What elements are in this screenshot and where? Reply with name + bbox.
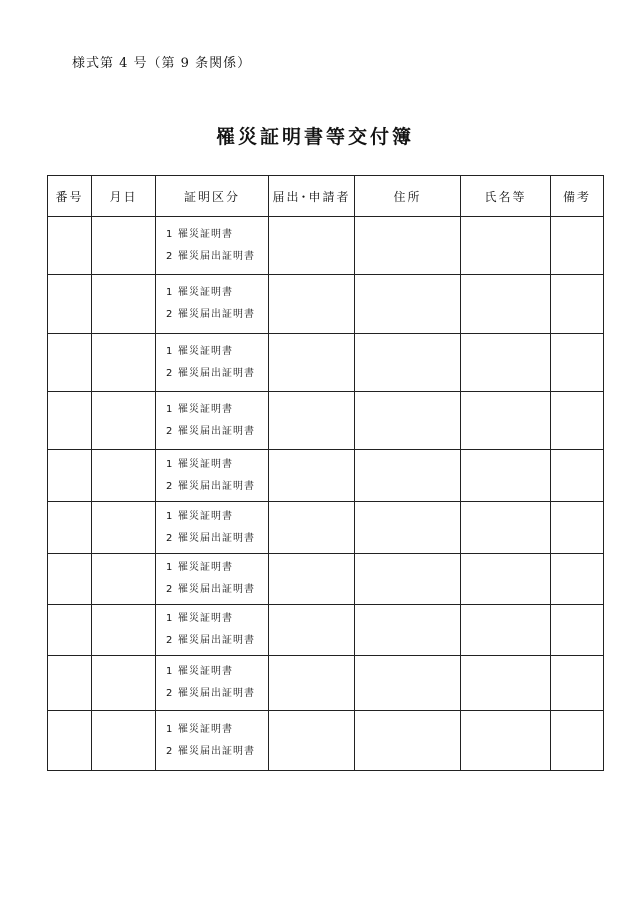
cell-certificate-type bbox=[156, 275, 269, 334]
cell-name[interactable] bbox=[461, 605, 551, 656]
cell-date[interactable] bbox=[92, 450, 156, 502]
cell-applicant[interactable] bbox=[269, 275, 355, 334]
cell-remarks[interactable] bbox=[551, 656, 604, 711]
option-number: 1 bbox=[166, 562, 174, 573]
cell-address[interactable] bbox=[355, 554, 461, 605]
cell-applicant[interactable] bbox=[269, 334, 355, 392]
cell-applicant[interactable] bbox=[269, 605, 355, 656]
option-label: 罹災証明書 bbox=[178, 403, 233, 415]
cell-number[interactable] bbox=[48, 217, 92, 275]
option-number: 1 bbox=[166, 613, 174, 624]
option-number: 1 bbox=[166, 666, 174, 677]
cell-remarks[interactable] bbox=[551, 711, 604, 771]
option-label: 罹災届出証明書 bbox=[178, 250, 255, 262]
option-number: 2 bbox=[166, 584, 174, 595]
cell-certificate-type bbox=[156, 554, 269, 605]
cell-certificate-type bbox=[156, 392, 269, 450]
cell-number[interactable] bbox=[48, 275, 92, 334]
cell-name[interactable] bbox=[461, 275, 551, 334]
certificate-option bbox=[166, 421, 268, 443]
option-label: 罹災証明書 bbox=[178, 345, 233, 357]
option-number: 2 bbox=[166, 480, 174, 492]
option-number: 1 bbox=[166, 287, 174, 298]
option-number: 2 bbox=[166, 367, 174, 379]
table-row bbox=[48, 392, 604, 450]
certificate-option bbox=[166, 608, 268, 630]
cell-name[interactable] bbox=[461, 554, 551, 605]
certificate-option bbox=[166, 661, 268, 683]
option-label: 罹災証明書 bbox=[178, 613, 233, 624]
option-label: 罹災届出証明書 bbox=[178, 309, 255, 320]
cell-date[interactable] bbox=[92, 334, 156, 392]
option-label: 罹災届出証明書 bbox=[178, 425, 255, 437]
cell-remarks[interactable] bbox=[551, 605, 604, 656]
option-label: 罹災証明書 bbox=[178, 228, 233, 240]
cell-name[interactable] bbox=[461, 656, 551, 711]
option-label: 罹災証明書 bbox=[178, 458, 233, 470]
cell-certificate-type bbox=[156, 450, 269, 502]
cell-number[interactable] bbox=[48, 605, 92, 656]
table-row bbox=[48, 502, 604, 554]
certificate-option bbox=[166, 363, 268, 385]
option-number: 2 bbox=[166, 745, 174, 757]
cell-remarks[interactable] bbox=[551, 217, 604, 275]
cell-certificate-type bbox=[156, 334, 269, 392]
cell-address[interactable] bbox=[355, 605, 461, 656]
option-label: 罹災届出証明書 bbox=[178, 635, 255, 646]
header-address: 住所 bbox=[355, 176, 461, 217]
cell-number[interactable] bbox=[48, 450, 92, 502]
option-label: 罹災届出証明書 bbox=[178, 745, 255, 757]
cell-certificate-type bbox=[156, 656, 269, 711]
cell-date[interactable] bbox=[92, 275, 156, 334]
cell-remarks[interactable] bbox=[551, 392, 604, 450]
option-label: 罹災証明書 bbox=[178, 723, 233, 735]
cell-number[interactable] bbox=[48, 656, 92, 711]
cell-remarks[interactable] bbox=[551, 502, 604, 554]
certificate-option bbox=[166, 579, 268, 601]
cell-address[interactable] bbox=[355, 656, 461, 711]
cell-number[interactable] bbox=[48, 392, 92, 450]
page-title: 罹災証明書等交付簿 bbox=[215, 126, 414, 148]
issuance-ledger-table bbox=[47, 175, 604, 771]
table-row bbox=[48, 554, 604, 605]
certificate-option bbox=[166, 741, 268, 763]
certificate-option bbox=[166, 476, 268, 498]
option-label: 罹災証明書 bbox=[178, 562, 233, 573]
cell-date[interactable] bbox=[92, 502, 156, 554]
certificate-option bbox=[166, 557, 268, 579]
cell-address[interactable] bbox=[355, 450, 461, 502]
cell-number[interactable] bbox=[48, 334, 92, 392]
option-number: 1 bbox=[166, 345, 174, 357]
certificate-option bbox=[166, 282, 268, 304]
certificate-option bbox=[166, 719, 268, 741]
option-number: 2 bbox=[166, 635, 174, 646]
header-row bbox=[48, 176, 604, 217]
header-remarks: 備考 bbox=[551, 176, 604, 217]
option-label: 罹災届出証明書 bbox=[178, 367, 255, 379]
cell-certificate-type bbox=[156, 711, 269, 771]
option-number: 2 bbox=[166, 250, 174, 262]
table-row bbox=[48, 656, 604, 711]
cell-name[interactable] bbox=[461, 217, 551, 275]
cell-name[interactable] bbox=[461, 392, 551, 450]
cell-date[interactable] bbox=[92, 605, 156, 656]
option-label: 罹災証明書 bbox=[178, 287, 233, 298]
cell-address[interactable] bbox=[355, 502, 461, 554]
certificate-option bbox=[166, 683, 268, 705]
option-number: 1 bbox=[166, 458, 174, 470]
cell-applicant[interactable] bbox=[269, 656, 355, 711]
cell-number[interactable] bbox=[48, 711, 92, 771]
cell-date[interactable] bbox=[92, 656, 156, 711]
cell-name[interactable] bbox=[461, 450, 551, 502]
cell-remarks[interactable] bbox=[551, 450, 604, 502]
certificate-option bbox=[166, 224, 268, 246]
option-number: 2 bbox=[166, 532, 174, 544]
cell-certificate-type bbox=[156, 502, 269, 554]
certificate-option bbox=[166, 399, 268, 421]
table-row bbox=[48, 605, 604, 656]
option-number: 1 bbox=[166, 403, 174, 415]
cell-address[interactable] bbox=[355, 711, 461, 771]
cell-number[interactable] bbox=[48, 554, 92, 605]
cell-remarks[interactable] bbox=[551, 275, 604, 334]
header-number: 番号 bbox=[48, 176, 92, 217]
cell-name[interactable] bbox=[461, 711, 551, 771]
cell-date[interactable] bbox=[92, 217, 156, 275]
ledger-body bbox=[48, 217, 604, 771]
option-label: 罹災届出証明書 bbox=[178, 584, 255, 595]
cell-applicant[interactable] bbox=[269, 554, 355, 605]
header-applicant: 届出･申請者 bbox=[269, 176, 355, 217]
cell-address[interactable] bbox=[355, 217, 461, 275]
cell-applicant[interactable] bbox=[269, 450, 355, 502]
certificate-option bbox=[166, 304, 268, 326]
cell-applicant[interactable] bbox=[269, 502, 355, 554]
cell-date[interactable] bbox=[92, 392, 156, 450]
cell-certificate-type bbox=[156, 217, 269, 275]
option-number: 2 bbox=[166, 688, 174, 699]
certificate-option bbox=[166, 630, 268, 652]
option-number: 1 bbox=[166, 723, 174, 735]
cell-name[interactable] bbox=[461, 334, 551, 392]
table-row bbox=[48, 275, 604, 334]
cell-remarks[interactable] bbox=[551, 554, 604, 605]
option-label: 罹災届出証明書 bbox=[178, 532, 255, 544]
option-label: 罹災届出証明書 bbox=[178, 480, 255, 492]
cell-address[interactable] bbox=[355, 275, 461, 334]
cell-name[interactable] bbox=[461, 502, 551, 554]
option-number: 2 bbox=[166, 309, 174, 320]
option-label: 罹災証明書 bbox=[178, 510, 233, 522]
cell-certificate-type bbox=[156, 605, 269, 656]
option-number: 1 bbox=[166, 228, 174, 240]
cell-number[interactable] bbox=[48, 502, 92, 554]
table-row bbox=[48, 711, 604, 771]
table-row bbox=[48, 217, 604, 275]
table-row bbox=[48, 450, 604, 502]
certificate-option bbox=[166, 506, 268, 528]
cell-applicant[interactable] bbox=[269, 711, 355, 771]
certificate-option bbox=[166, 528, 268, 550]
header-date: 月日 bbox=[92, 176, 156, 217]
cell-date[interactable] bbox=[92, 711, 156, 771]
form-number: 様式第 4 号（第 9 条関係） bbox=[72, 56, 252, 71]
option-number: 1 bbox=[166, 510, 174, 522]
certificate-option bbox=[166, 341, 268, 363]
header-name: 氏名等 bbox=[461, 176, 551, 217]
certificate-option bbox=[166, 454, 268, 476]
option-label: 罹災証明書 bbox=[178, 666, 233, 677]
cell-applicant[interactable] bbox=[269, 392, 355, 450]
certificate-option bbox=[166, 246, 268, 268]
cell-remarks[interactable] bbox=[551, 334, 604, 392]
cell-date[interactable] bbox=[92, 554, 156, 605]
cell-applicant[interactable] bbox=[269, 217, 355, 275]
option-label: 罹災届出証明書 bbox=[178, 688, 255, 699]
header-certificate-type: 証明区分 bbox=[156, 176, 269, 217]
option-number: 2 bbox=[166, 425, 174, 437]
table-row bbox=[48, 334, 604, 392]
cell-address[interactable] bbox=[355, 334, 461, 392]
cell-address[interactable] bbox=[355, 392, 461, 450]
